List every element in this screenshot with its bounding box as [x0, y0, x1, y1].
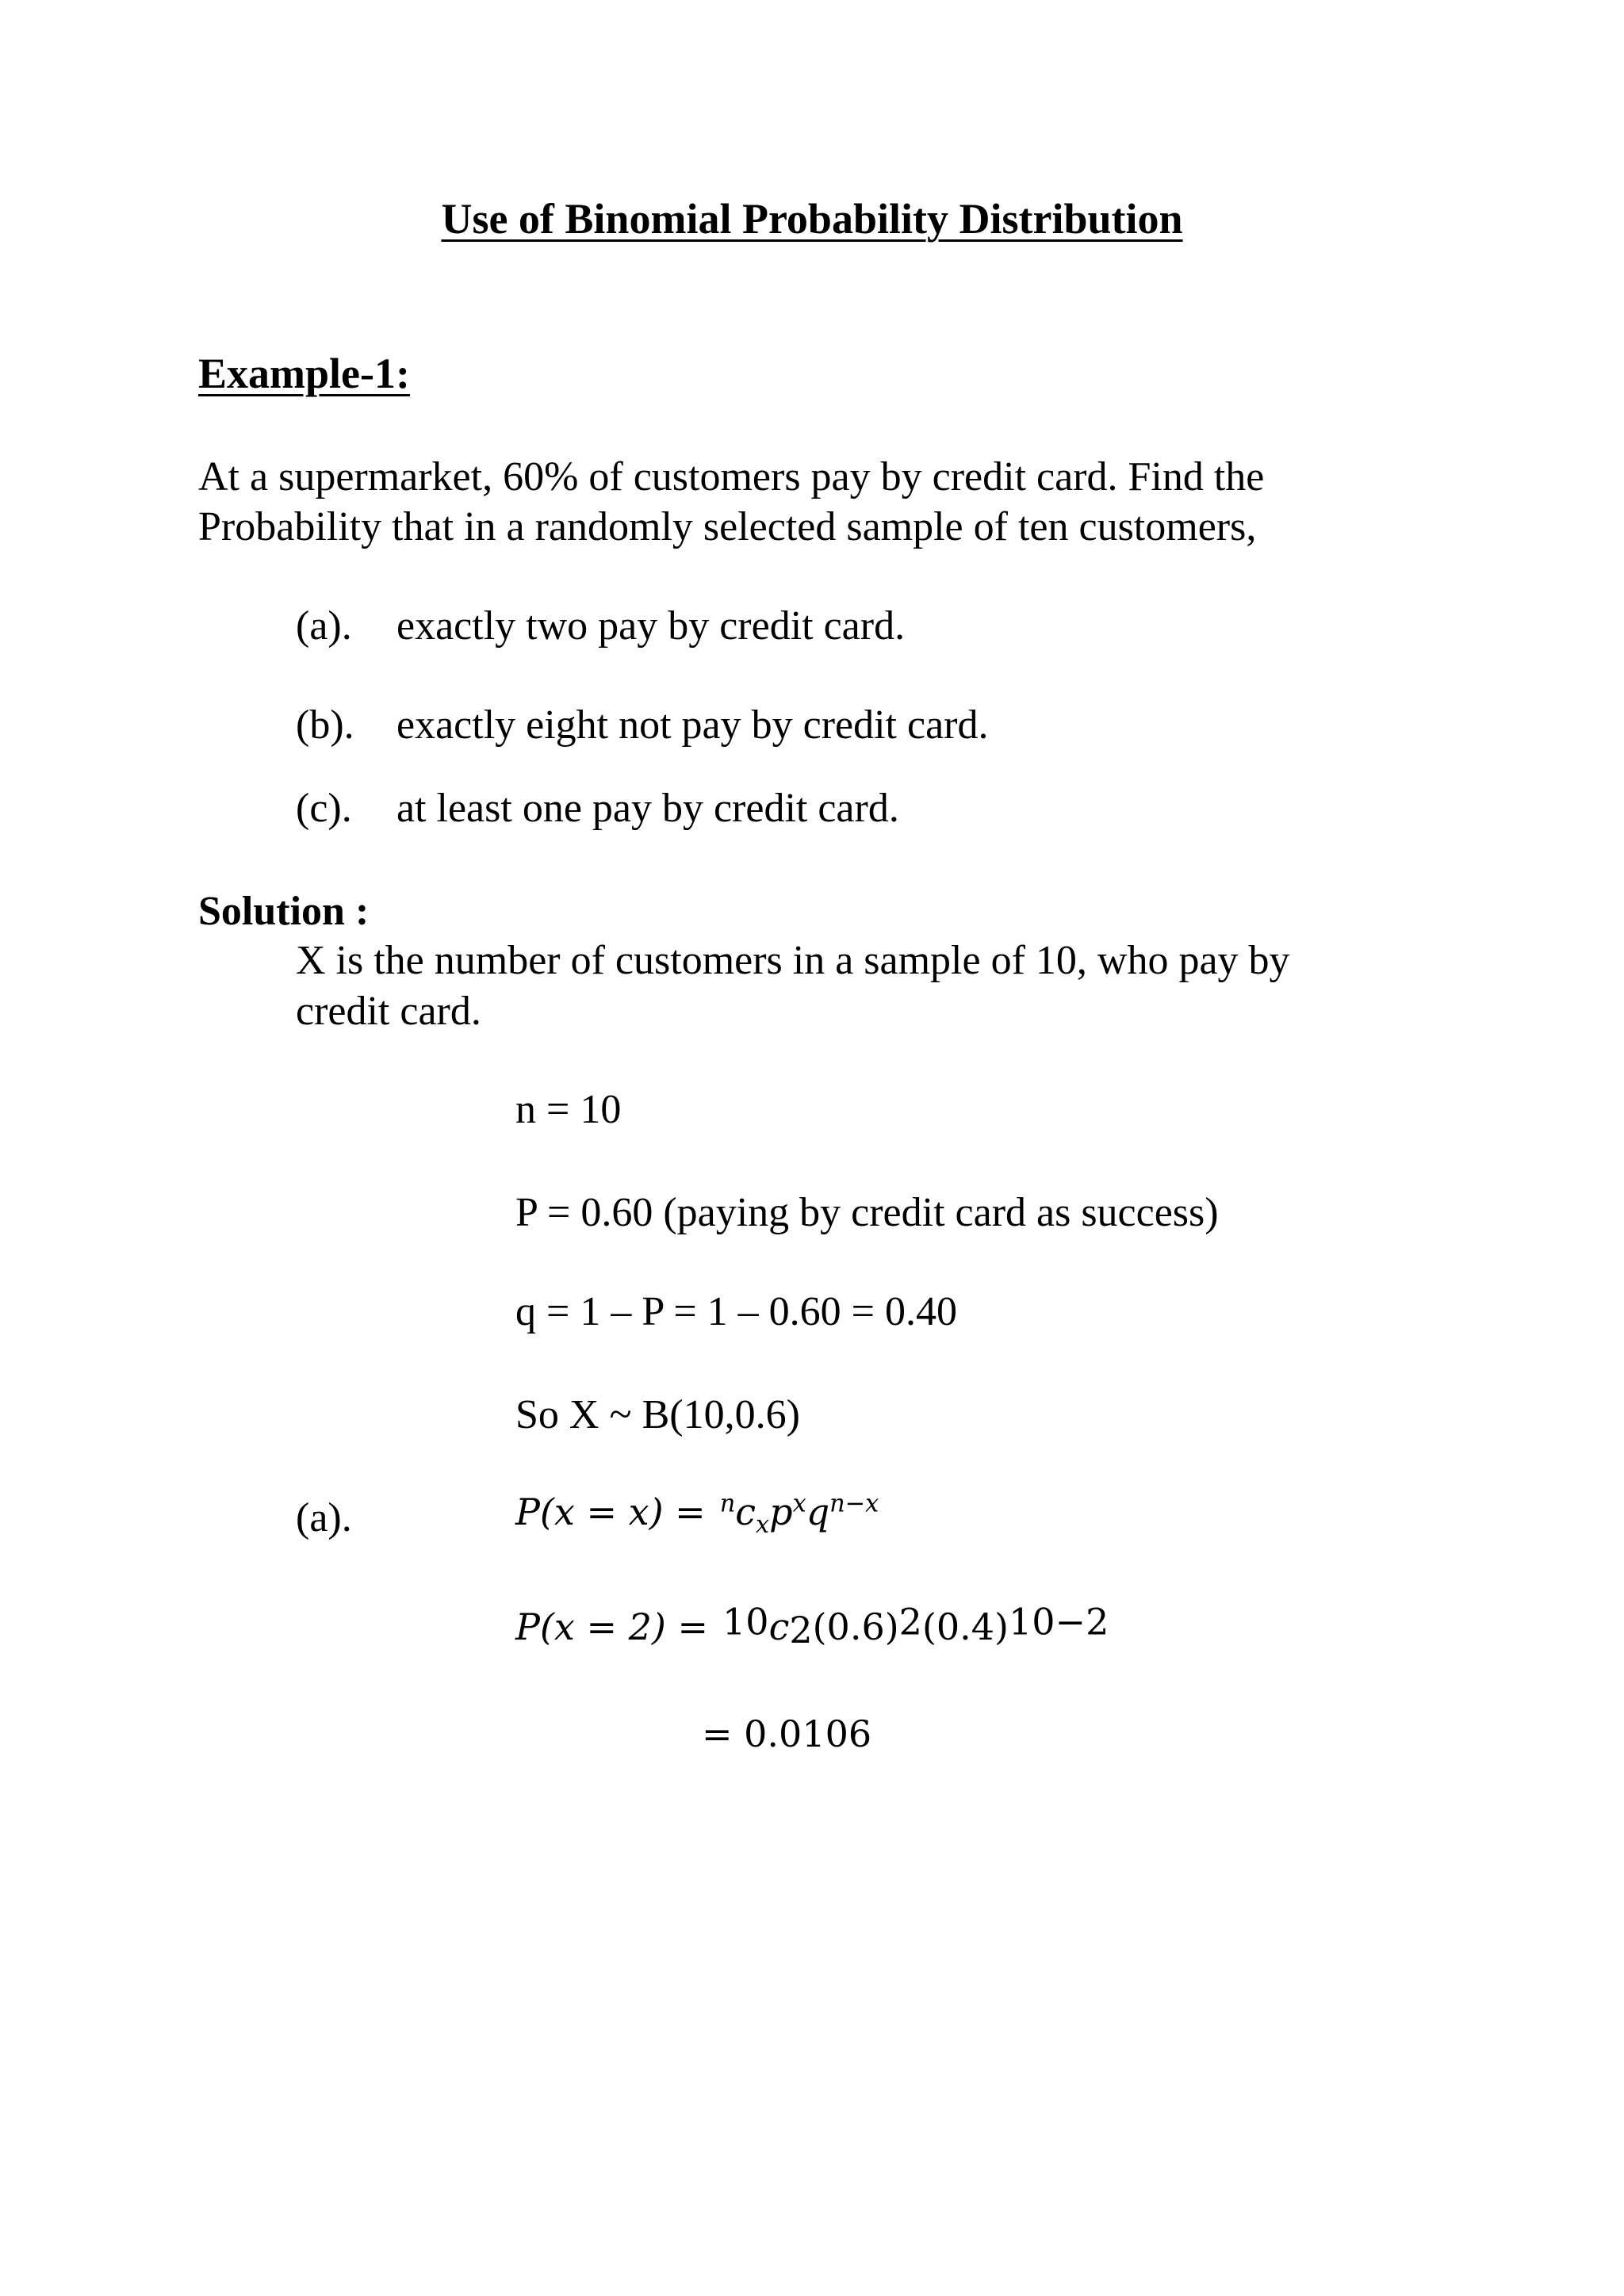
general-formula-exponent: n−x	[829, 1490, 879, 1518]
specific-formula-n: 10	[722, 1600, 769, 1644]
general-formula-x-sup: x	[792, 1490, 806, 1518]
solution-heading: Solution :	[198, 889, 370, 934]
solution-intro-line-2: credit card.	[296, 989, 481, 1034]
part-c-label: (c).	[296, 786, 352, 831]
general-formula-p: p	[769, 1490, 793, 1533]
page-title: Use of Binomial Probability Distribution	[441, 195, 1183, 243]
q-value-line: q = 1 – P = 1 – 0.60 = 0.40	[515, 1289, 957, 1334]
general-formula-q: q	[806, 1490, 830, 1533]
solution-intro	[296, 936, 1290, 1037]
specific-formula-base-1: (0.6)	[812, 1605, 899, 1648]
specific-formula-c: c	[768, 1605, 790, 1648]
solution-part-a-label: (a).	[296, 1495, 352, 1540]
problem-statement	[198, 452, 1264, 552]
specific-binomial-formula	[515, 1600, 1109, 1652]
p-value-line: P = 0.60 (paying by credit card as success)	[515, 1190, 1219, 1235]
general-binomial-formula	[515, 1490, 879, 1540]
distribution-line: So X ~ B(10,0.6)	[515, 1392, 800, 1437]
general-formula-c: c	[735, 1490, 756, 1533]
general-formula-x-sub: x	[756, 1511, 770, 1540]
part-a-label: (a).	[296, 603, 352, 649]
specific-formula-lhs: P(x = 2) =	[515, 1605, 709, 1648]
part-c-text: at least one pay by credit card.	[396, 786, 899, 831]
problem-line-2: Probability that in a randomly selected sample of ten customers,	[198, 504, 1257, 549]
specific-formula-sup-1: 2	[898, 1600, 922, 1644]
specific-formula-sub: 2	[789, 1609, 813, 1652]
solution-intro-line-1: X is the number of customers in a sample of 10, who pay by	[296, 938, 1290, 983]
example-heading: Example-1:	[198, 350, 410, 397]
specific-formula-sup-2: 10−2	[1009, 1600, 1109, 1644]
part-a-text: exactly two pay by credit card.	[396, 603, 906, 649]
part-b-text: exactly eight not pay by credit card.	[396, 702, 989, 748]
result-value: = 0.0106	[702, 1712, 872, 1755]
specific-formula-base-2: (0.4)	[921, 1605, 1009, 1648]
general-formula-n: n	[719, 1490, 736, 1518]
n-value-line: n = 10	[515, 1087, 622, 1132]
part-b-label: (b).	[296, 702, 354, 748]
problem-line-1: At a supermarket, 60% of customers pay by credit card. Find the	[198, 454, 1265, 499]
general-formula-lhs: P(x = x) =	[515, 1490, 706, 1533]
